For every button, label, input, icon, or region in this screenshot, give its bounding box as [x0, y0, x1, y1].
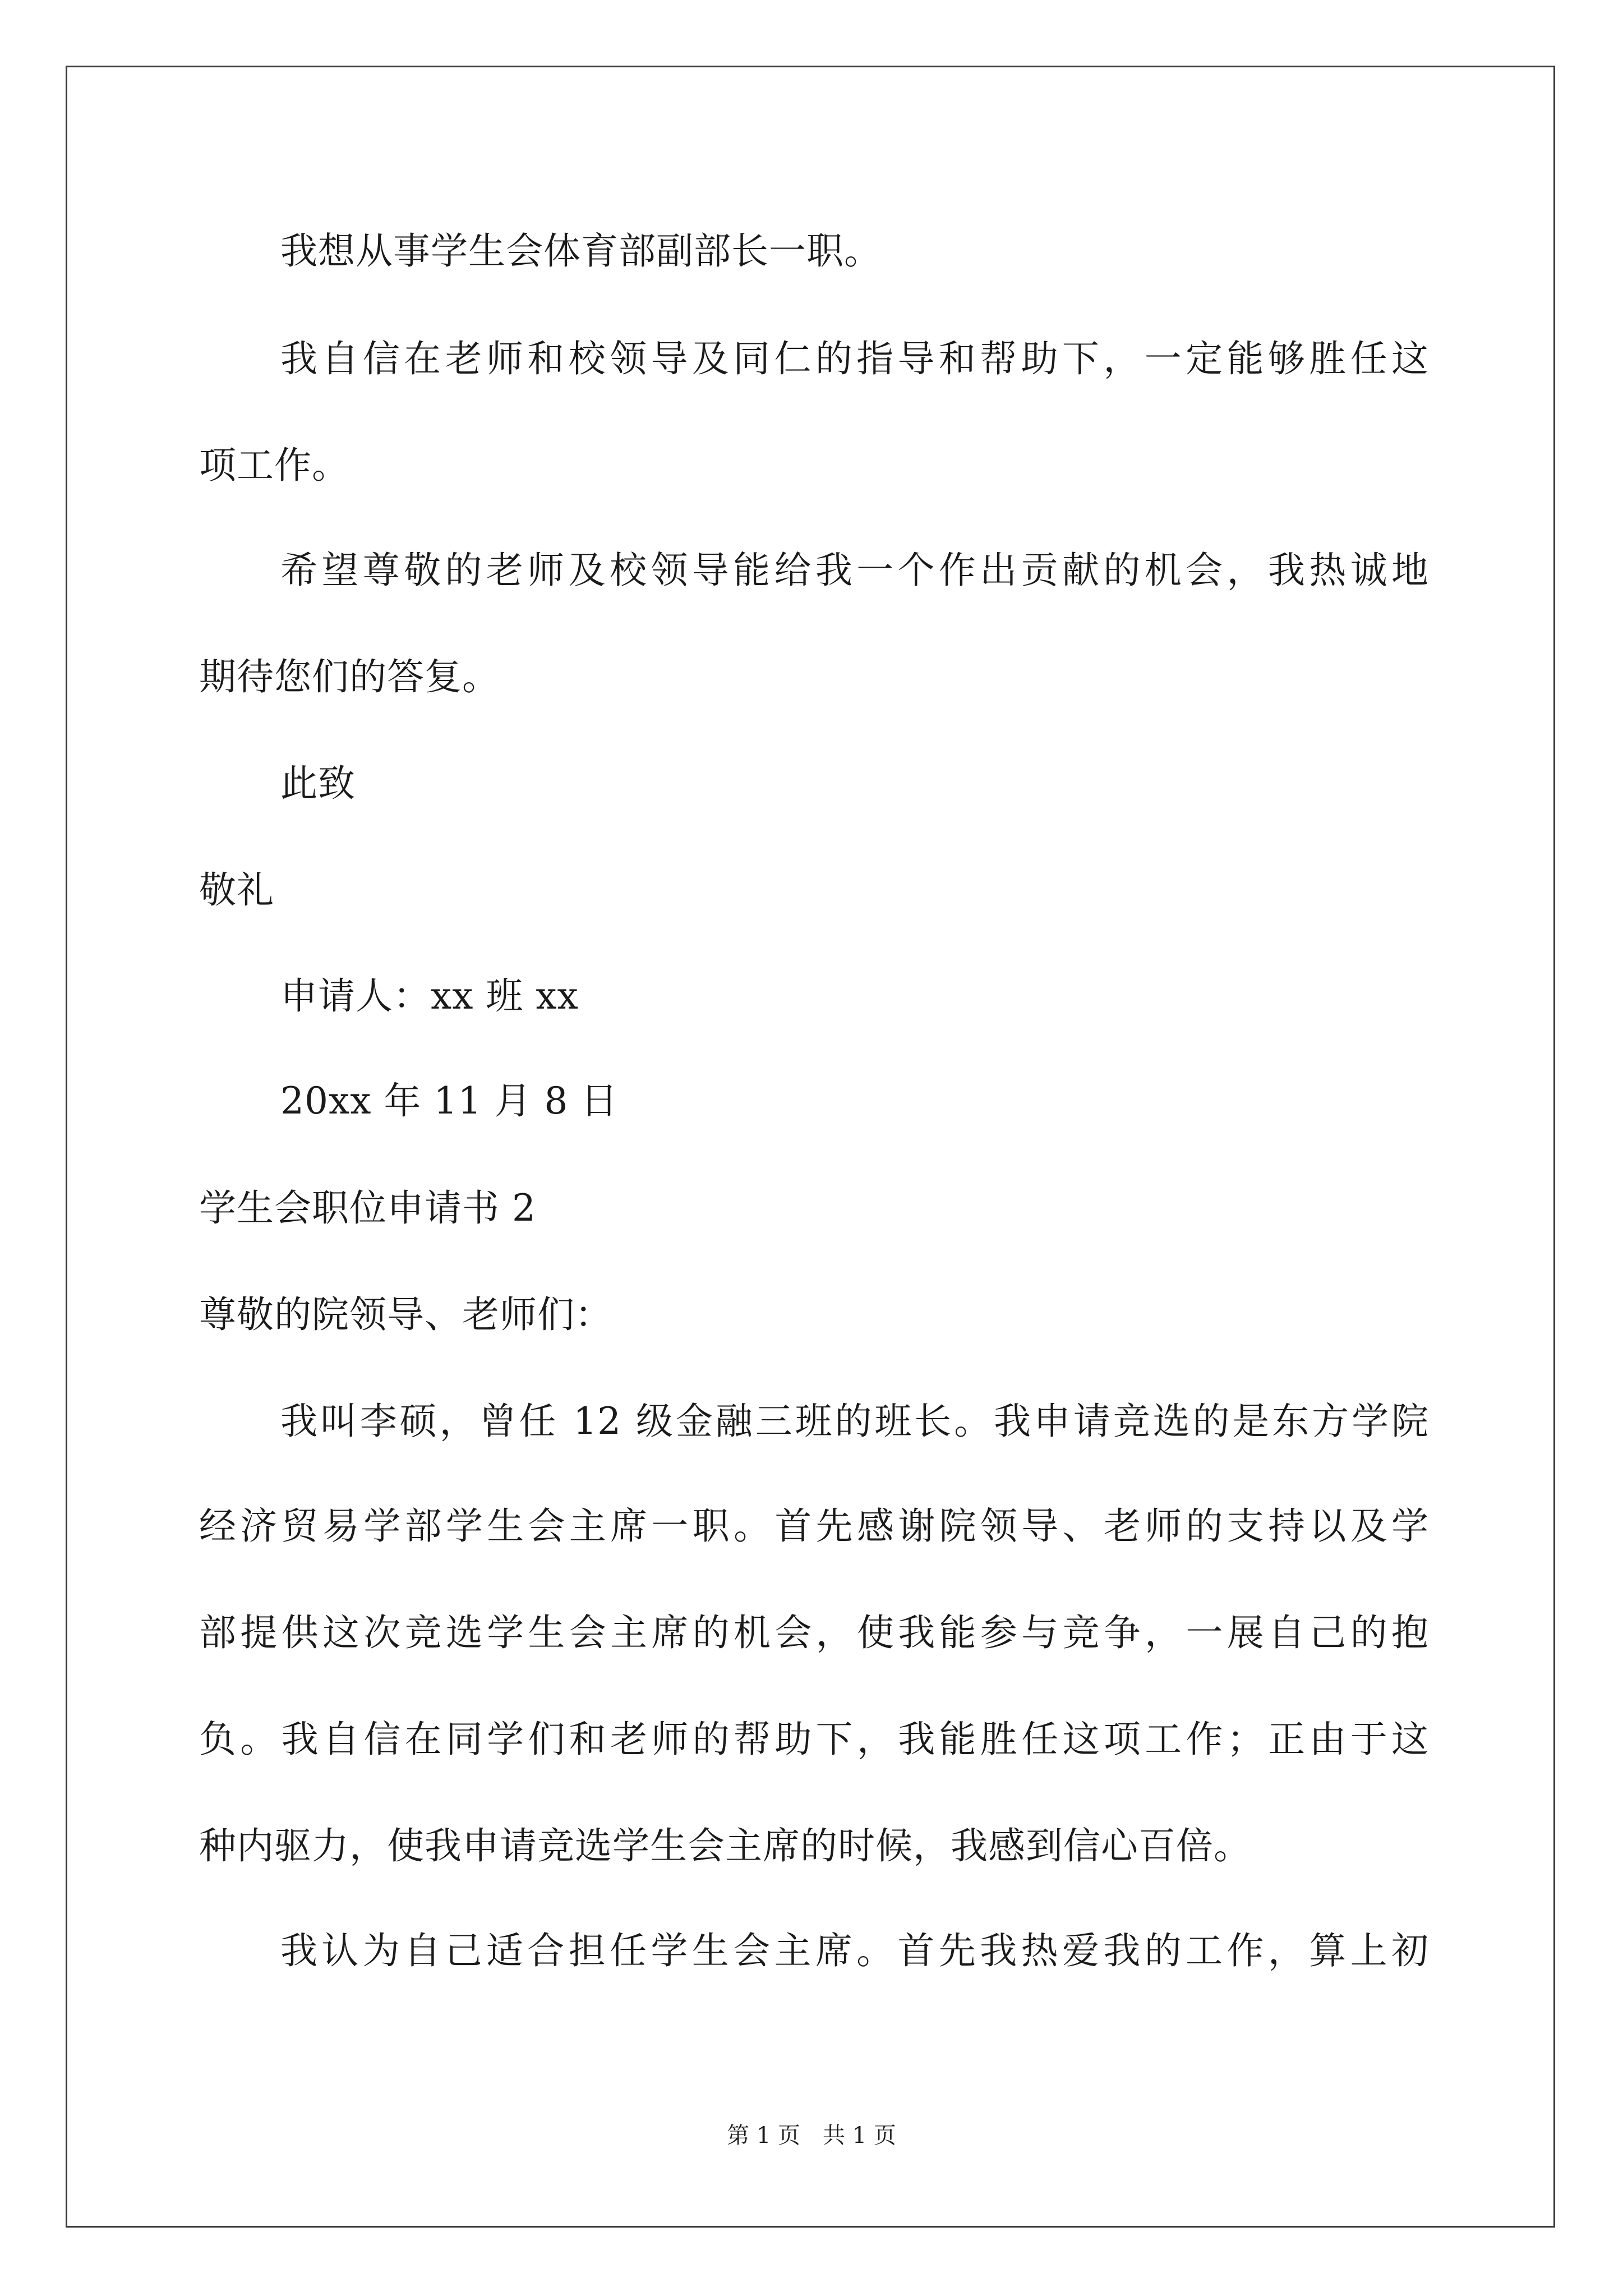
body-line-5: 期待您们的答复。 [199, 655, 500, 698]
page-border [66, 66, 1555, 2228]
body-line-10: 种内驱力，使我申请竞选学生会主席的时候，我感到信心百倍。 [199, 1824, 1251, 1867]
body-line-7: 经济贸易学部学生会主席一职。首先感谢院领导、老师的支持以及学 [199, 1504, 1429, 1548]
body-line-2: 我自信在老师和校领导及同仁的指导和帮助下，一定能够胜任这 [280, 337, 1429, 380]
body-line-1: 我想从事学生会体育部副部长一职。 [280, 229, 882, 273]
greeting: 尊敬的院领导、老师们： [199, 1293, 612, 1336]
body-line-3: 项工作。 [199, 444, 349, 487]
page-number-footer: 第 1 页 共 1 页 [727, 2123, 896, 2148]
closing-salutation: 此致 [280, 762, 356, 805]
body-line-6: 我叫李硕，曾任 12 级金融三班的班长。我申请竞选的是东方学院 [280, 1400, 1429, 1443]
body-line-11: 我认为自己适合担任学生会主席。首先我热爱我的工作，算上初 [280, 1929, 1429, 1972]
closing-regards: 敬礼 [199, 868, 274, 912]
applicant-signature: 申请人：xx 班 xx [280, 974, 579, 1018]
letter-date: 20xx 年 11 月 8 日 [280, 1079, 619, 1122]
body-line-9: 负。我自信在同学们和老师的帮助下，我能胜任这项工作；正由于这 [199, 1718, 1429, 1761]
body-line-8: 部提供这次竞选学生会主席的机会，使我能参与竞争，一展自己的抱 [199, 1611, 1429, 1654]
section-title: 学生会职位申请书 2 [199, 1186, 536, 1230]
body-line-4: 希望尊敬的老师及校领导能给我一个作出贡献的机会，我热诚地 [280, 549, 1429, 592]
